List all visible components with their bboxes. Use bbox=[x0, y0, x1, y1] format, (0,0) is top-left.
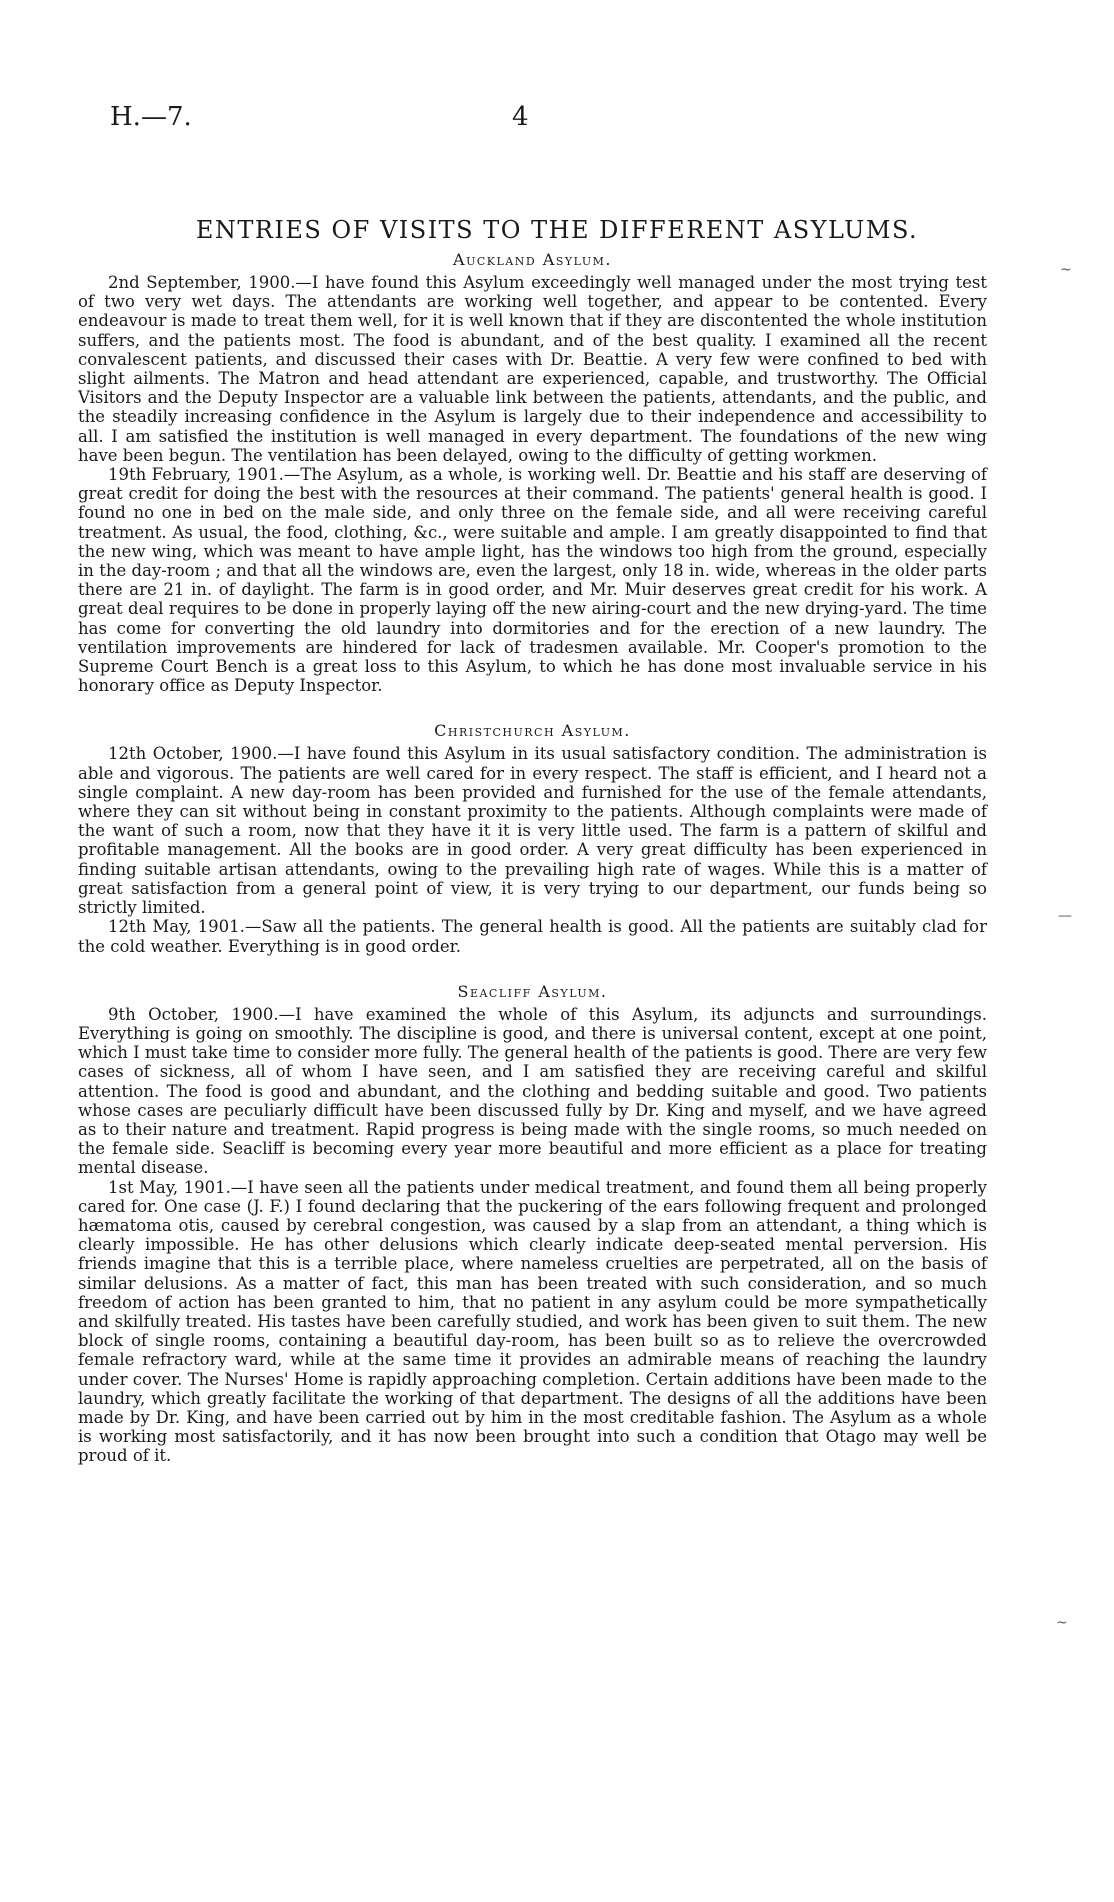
section-seacliff bbox=[78, 982, 987, 1466]
visit-entry: 2nd September, 1900.—I have found this Asylum exceedingly well managed under the most trying test of two very wet days. The attendants are working well together, and appear to be contented. Every endeavour is made to treat them well, for it is well known that if they are discontented the whole institution suffers, and the patients most. The food is abundant, and of the best quality. I examined all the recent convalescent patients, and discussed their cases with Dr. Beattie. A very few were confined to bed with slight ailments. The Matron and head attendant are experienced, capable, and trustworthy. The Official Visitors and the Deputy Inspector are a valuable link between the patients, attendants, and the public, and the steadily increasing confidence in the Asylum is largely due to their independence and accessibility to all. I am satisfied the institution is well managed in every department. The foundations of the new wing have been begun. The ventilation has been delayed, owing to the difficulty of getting workmen. bbox=[78, 273, 987, 465]
page-number: 4 bbox=[512, 102, 529, 132]
document-body bbox=[78, 250, 987, 1466]
margin-mark: ~ bbox=[1060, 262, 1072, 278]
section-heading: Auckland Asylum. bbox=[453, 250, 612, 269]
visit-entry: 1st May, 1901.—I have seen all the patients under medical treatment, and found them all being properly cared for. One case (J. F.) I found declaring that the puckering of the ears following frequent and prolonged hæmatoma otis, caused by cerebral congestion, was caused by a slap from an attendant, a thing which is clearly impossible. He has other delusions which clearly indicate deep-seated mental perversion. His friends imagine that this is a terrible place, where nameless cruelties are perpetrated, all on the basis of similar delusions. As a matter of fact, this man has been treated with such consideration, and so much freedom of action has been granted to him, that no patient in any asylum could be more sympathetically and skilfully treated. His tastes have been carefully studied, and work has been given to suit them. The new block of single rooms, containing a beautiful day-room, has been built so as to relieve the overcrowded female refractory ward, while at the same time it provides an admirable means of reaching the laundry under cover. The Nurses' Home is rapidly approaching completion. Certain additions have been made to the laundry, which greatly facilitate the working of that department. The designs of all the additions have been made by Dr. King, and have been carried out by him in the most creditable fashion. The Asylum as a whole is working most satisfactorily, and it has now been brought into such a condition that Otago may well be proud of it. bbox=[78, 1177, 987, 1466]
visit-entry: 12th May, 1901.—Saw all the patients. The general health is good. All the patients are suitably clad for the cold weather. Everything is in good order. bbox=[78, 917, 987, 956]
document-code: H.—7. bbox=[110, 102, 192, 132]
visit-entry: 12th October, 1900.—I have found this Asylum in its usual satisfactory condition. The administration is able and vigorous. The patients are well cared for in every respect. The staff is efficient, and I heard not a single complaint. A new day-room has been provided and furnished for the use of the female attendants, where they can sit without being in constant proximity to the patients. Although complaints were made of the want of such a room, now that they have it it is very little used. The farm is a pattern of skilful and profitable management. All the books are in good order. A very great difficulty has been experienced in finding suitable artisan attendants, owing to the prevailing high rate of wages. While this is a matter of great satisfaction from a general point of view, it is very trying to our department, our funds being so strictly limited. bbox=[78, 744, 987, 918]
section-christchurch bbox=[78, 721, 987, 955]
margin-mark: — bbox=[1058, 908, 1072, 924]
visit-entry: 9th October, 1900.—I have examined the whole of this Asylum, its adjuncts and surroundings. Everything is going on smoothly. The discipline is good, and there is universal content, except at one point, which I must take time to consider more fully. The general health of the patients is good. There are very few cases of sickness, all of whom I have seen, and I am satisfied they are receiving careful and skilful attention. The food is good and abundant, and the clothing and bedding suitable and good. Two patients whose cases are peculiarly difficult have been discussed fully by Dr. King and myself, and we have agreed as to their nature and treatment. Rapid progress is being made with the single rooms, so much needed on the female side. Seacliff is becoming every year more beautiful and more efficient as a place for treating mental disease. bbox=[78, 1004, 987, 1178]
margin-mark: ~ bbox=[1056, 1615, 1068, 1631]
page-title: ENTRIES OF VISITS TO THE DIFFERENT ASYLUMS. bbox=[195, 216, 919, 245]
section-auckland bbox=[78, 250, 987, 695]
visit-entry: 19th February, 1901.—The Asylum, as a whole, is working well. Dr. Beattie and his staff are deserving of great credit for doing the best with the resources at their command. The patients' general health is good. I found no one in bed on the male side, and only three on the female side, and all were receiving careful treatment. As usual, the food, clothing, &c., were suitable and ample. I am greatly disappointed to find that the new wing, which was meant to have ample light, has the windows too high from the ground, especially in the day-room ; and that all the windows are, even the largest, only 18 in. wide, whereas in the older parts there are 21 in. of daylight. The farm is in good order, and Mr. Muir deserves great credit for his work. A great deal requires to be done in properly laying off the new airing-court and the new drying-yard. The time has come for converting the old laundry into dormitories and for the erection of a new laundry. The ventilation improvements are hindered for lack of tradesmen available. Mr. Cooper's promotion to the Supreme Court Bench is a great loss to this Asylum, to which he has done most invaluable service in his honorary office as Deputy Inspector. bbox=[78, 465, 987, 696]
section-heading: Christchurch Asylum. bbox=[434, 721, 631, 741]
section-heading: Seacliff Asylum. bbox=[457, 981, 608, 1001]
